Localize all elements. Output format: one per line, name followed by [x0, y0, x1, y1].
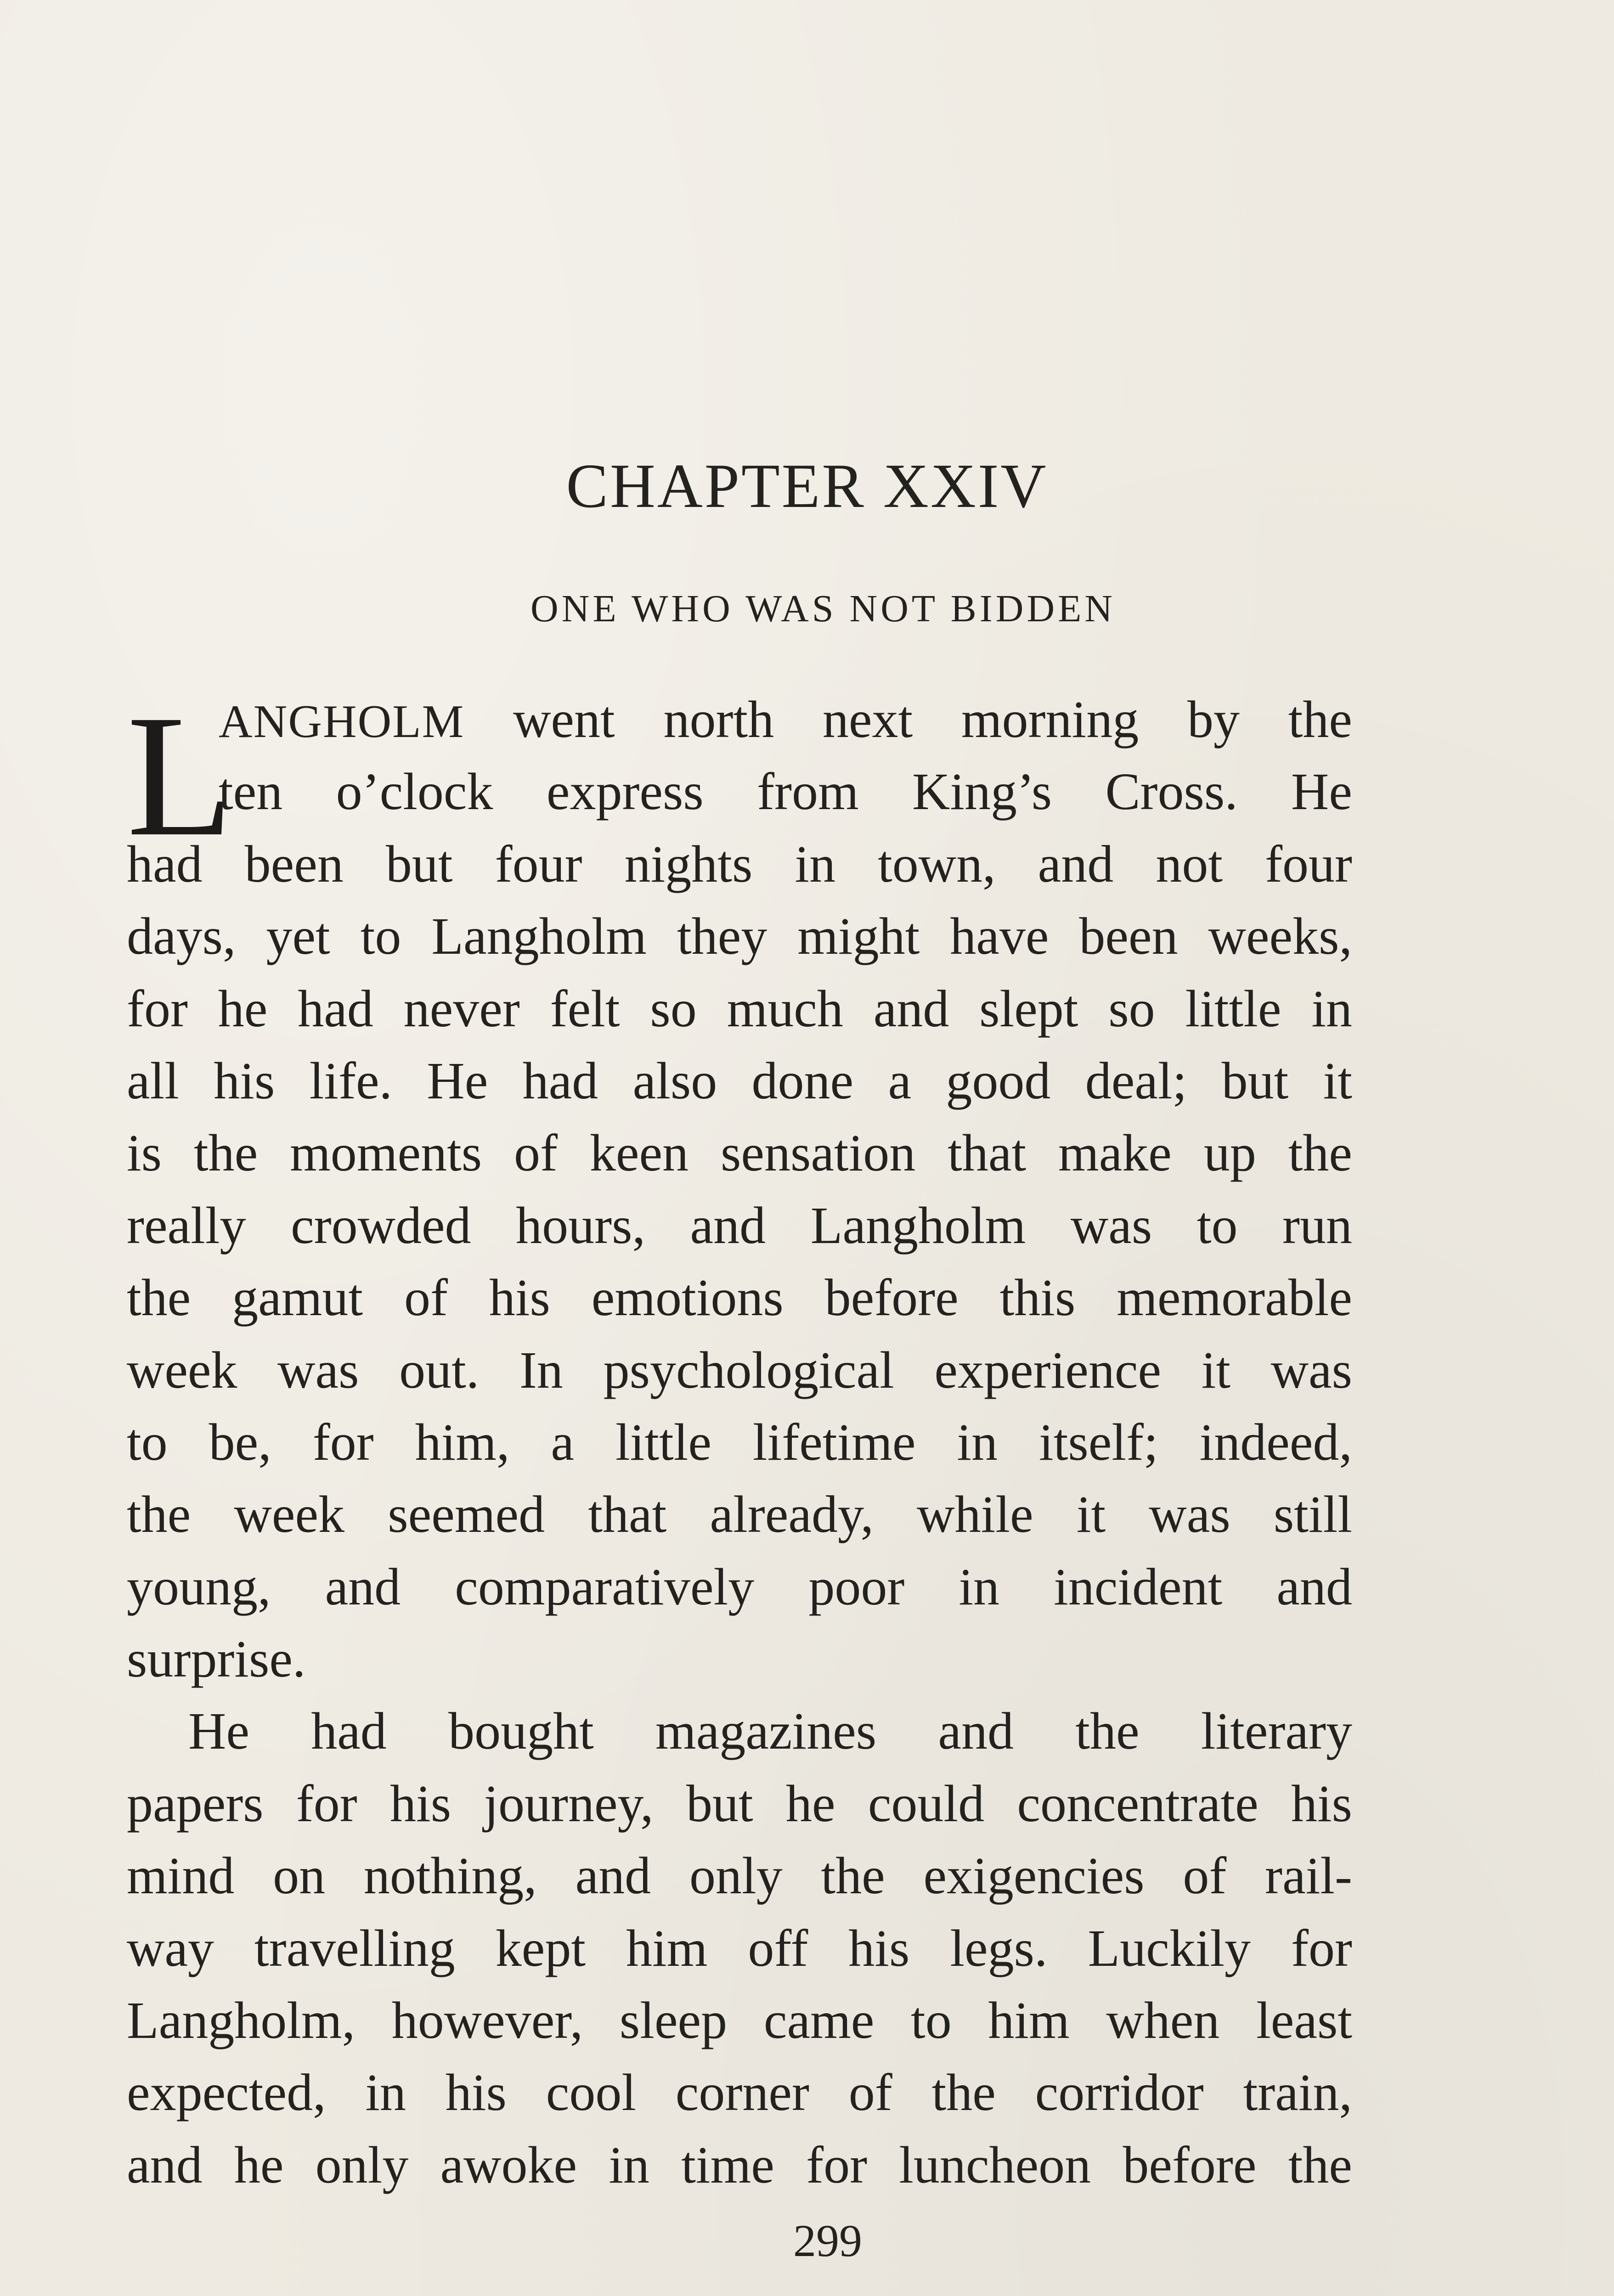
text-line: for he had never felt so much and slept so little in [127, 979, 1352, 1038]
text-line-content: went north next morning by the [464, 690, 1352, 748]
text-line: the week seemed that already, while it was still [127, 1485, 1352, 1544]
page-number: 299 [793, 2215, 862, 2266]
text-line: week was out. In psychological experience it was [127, 1340, 1352, 1399]
text-line: way travelling kept him off his legs. Luckily for [127, 1919, 1352, 1977]
chapter-subtitle: ONE WHO WAS NOT BIDDEN [530, 587, 1116, 630]
text-line: to be, for him, a little lifetime in itself; indeed, [127, 1412, 1352, 1471]
text-line: all his life. He had also done a good deal; but it [127, 1051, 1352, 1110]
text-line: really crowded hours, and Langholm was to run [127, 1196, 1352, 1255]
chapter-title: CHAPTER XXIV [566, 451, 1048, 521]
text-line: had been but four nights in town, and not four [127, 834, 1352, 893]
text-line: expected, in his cool corner of the corridor train, [127, 2063, 1352, 2122]
text-line: and he only awoke in time for luncheon before the [127, 2135, 1352, 2194]
text-line: surprise. [127, 1630, 306, 1688]
body-text [127, 679, 1352, 2201]
text-line: Langholm, however, sleep came to him when least [127, 1991, 1352, 2050]
text-line: He had bought magazines and the literary [188, 1702, 1352, 1761]
text-line: days, yet to Langholm they might have been weeks, [127, 907, 1352, 966]
text-line: papers for his journey, but he could concentrate his [127, 1774, 1352, 1833]
text-line: the gamut of his emotions before this memorable [127, 1268, 1352, 1327]
text-line: ten o’clock express from King’s Cross. He [219, 762, 1352, 821]
text-line: mind on nothing, and only the exigencies of rail- [127, 1846, 1352, 1905]
first-word-smallcaps: ANGHOLM [219, 696, 465, 748]
text-line: young, and comparatively poor in incident and [127, 1557, 1352, 1616]
text-line: is the moments of keen sensation that make up the [127, 1124, 1352, 1182]
text-line [127, 683, 1352, 755]
drop-cap: L [127, 679, 234, 872]
